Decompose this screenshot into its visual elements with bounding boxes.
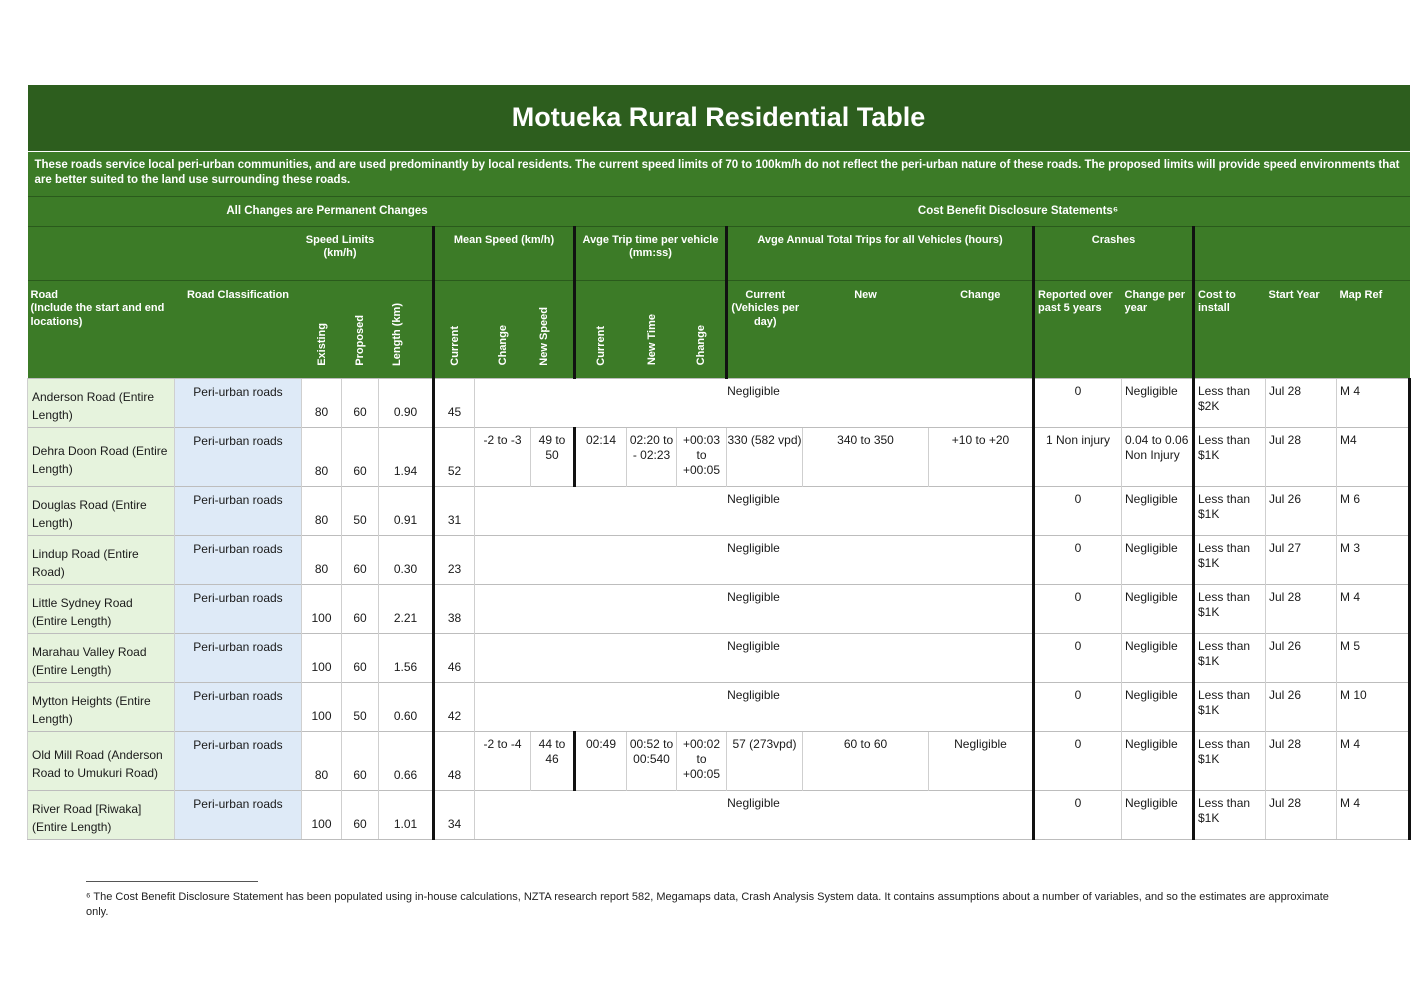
cell-map-ref: M 5 bbox=[1337, 634, 1410, 683]
cell-at-current: 57 (273vpd) bbox=[727, 732, 803, 791]
cell-map-ref: M 4 bbox=[1337, 732, 1410, 791]
group-header-mean-speed: Mean Speed (km/h) bbox=[434, 226, 575, 280]
group-header-crashes: Crashes bbox=[1034, 226, 1194, 280]
cell-negligible: Negligible bbox=[475, 683, 1034, 732]
group-header-trip-time: Avge Trip time per vehicle (mm:ss) bbox=[575, 226, 727, 280]
table-row bbox=[28, 536, 1410, 585]
cell-start-year: Jul 28 bbox=[1266, 732, 1337, 791]
table-row bbox=[28, 683, 1410, 732]
cell-cr-reported: 1 Non injury bbox=[1034, 428, 1122, 487]
cell-at-new: 340 to 350 bbox=[803, 428, 929, 487]
col-tt-change-label: Change bbox=[694, 325, 707, 366]
cell-length: 2.21 bbox=[379, 585, 434, 634]
cell-road: Marahau Valley Road (Entire Length) bbox=[28, 634, 175, 683]
cell-tt-change: +00:02 to +00:05 bbox=[677, 732, 727, 791]
cell-at-current: 330 (582 vpd) bbox=[727, 428, 803, 487]
table-row bbox=[28, 487, 1410, 536]
col-at-new: New bbox=[803, 280, 929, 379]
cell-cr-reported: 0 bbox=[1034, 585, 1122, 634]
col-cr-reported: Reported over past 5 years bbox=[1034, 280, 1122, 379]
cell-tt-new: 02:20 to - 02:23 bbox=[627, 428, 677, 487]
col-ms-current bbox=[434, 280, 475, 379]
cell-existing: 100 bbox=[302, 634, 342, 683]
cell-existing: 80 bbox=[302, 379, 342, 428]
table-row bbox=[28, 379, 1410, 428]
cell-map-ref: M 4 bbox=[1337, 585, 1410, 634]
cell-cr-change: Negligible bbox=[1122, 683, 1194, 732]
cell-existing: 100 bbox=[302, 791, 342, 840]
col-tt-new-label: New Time bbox=[645, 314, 658, 366]
cell-road: Douglas Road (Entire Length) bbox=[28, 487, 175, 536]
band-cost-benefit: Cost Benefit Disclosure Statements⁶ bbox=[627, 196, 1410, 226]
col-cost: Cost to install bbox=[1194, 280, 1266, 379]
cell-map-ref: M 4 bbox=[1337, 379, 1410, 428]
cell-cr-change: Negligible bbox=[1122, 634, 1194, 683]
cell-road: Little Sydney Road (Entire Length) bbox=[28, 585, 175, 634]
cell-cr-reported: 0 bbox=[1034, 379, 1122, 428]
group-header-speed-limits: Speed Limits (km/h) bbox=[302, 226, 379, 280]
col-ms-change-label: Change bbox=[496, 325, 509, 366]
cell-cost: Less than $1K bbox=[1194, 536, 1266, 585]
cell-start-year: Jul 28 bbox=[1266, 585, 1337, 634]
cell-start-year: Jul 26 bbox=[1266, 634, 1337, 683]
table-row bbox=[28, 791, 1410, 840]
group-header-empty bbox=[1194, 226, 1410, 280]
cell-cost: Less than $1K bbox=[1194, 683, 1266, 732]
cell-classification: Peri-urban roads bbox=[175, 683, 302, 732]
col-ms-current-label: Current bbox=[448, 325, 461, 366]
band-permanent-changes: All Changes are Permanent Changes bbox=[28, 196, 627, 226]
cell-length: 1.56 bbox=[379, 634, 434, 683]
cell-proposed: 50 bbox=[342, 683, 379, 732]
cell-proposed: 60 bbox=[342, 536, 379, 585]
col-tt-current bbox=[575, 280, 627, 379]
col-at-current: Current (Vehicles per day) bbox=[727, 280, 803, 379]
cell-tt-current: 02:14 bbox=[575, 428, 627, 487]
cell-map-ref: M 6 bbox=[1337, 487, 1410, 536]
cell-map-ref: M 4 bbox=[1337, 791, 1410, 840]
col-ms-change bbox=[475, 280, 531, 379]
cell-classification: Peri-urban roads bbox=[175, 585, 302, 634]
cell-road: Old Mill Road (Anderson Road to Umukuri Road) bbox=[28, 732, 175, 791]
cell-start-year: Jul 28 bbox=[1266, 379, 1337, 428]
cell-cr-change: Negligible bbox=[1122, 732, 1194, 791]
col-proposed-label: Proposed bbox=[354, 314, 366, 366]
cell-ms-current: 38 bbox=[434, 585, 475, 634]
cell-ms-change: -2 to -3 bbox=[475, 428, 531, 487]
col-ms-new-label: New Speed bbox=[537, 306, 550, 366]
table-row bbox=[28, 634, 1410, 683]
cell-start-year: Jul 26 bbox=[1266, 683, 1337, 732]
table-title: Motueka Rural Residential Table bbox=[28, 85, 1410, 151]
cell-cost: Less than $1K bbox=[1194, 791, 1266, 840]
col-map-ref: Map Ref bbox=[1337, 280, 1410, 379]
cell-classification: Peri-urban roads bbox=[175, 536, 302, 585]
cell-map-ref: M4 bbox=[1337, 428, 1410, 487]
col-ms-new bbox=[531, 280, 575, 379]
cell-start-year: Jul 27 bbox=[1266, 536, 1337, 585]
cell-existing: 100 bbox=[302, 585, 342, 634]
cell-tt-new: 00:52 to 00:540 bbox=[627, 732, 677, 791]
cell-ms-current: 46 bbox=[434, 634, 475, 683]
group-header-empty bbox=[175, 226, 302, 280]
cell-cost: Less than $1K bbox=[1194, 428, 1266, 487]
col-tt-new bbox=[627, 280, 677, 379]
col-tt-change bbox=[677, 280, 727, 379]
cell-proposed: 50 bbox=[342, 487, 379, 536]
cell-classification: Peri-urban roads bbox=[175, 791, 302, 840]
cell-cr-change: Negligible bbox=[1122, 536, 1194, 585]
cell-road: Lindup Road (Entire Road) bbox=[28, 536, 175, 585]
cell-at-change: +10 to +20 bbox=[929, 428, 1034, 487]
cell-cost: Less than $1K bbox=[1194, 487, 1266, 536]
cell-negligible: Negligible bbox=[475, 487, 1034, 536]
cell-at-new: 60 to 60 bbox=[803, 732, 929, 791]
cell-cr-change: 0.04 to 0.06 Non Injury bbox=[1122, 428, 1194, 487]
cell-road: Mytton Heights (Entire Length) bbox=[28, 683, 175, 732]
cell-cost: Less than $1K bbox=[1194, 634, 1266, 683]
cell-cr-reported: 0 bbox=[1034, 634, 1122, 683]
cell-map-ref: M 3 bbox=[1337, 536, 1410, 585]
intro-text: These roads service local peri-urban communities, and are used predominantly by local residents. The current speed limits of 70 to 100km/h do not reflect the peri-urban nature of these roads. The proposed limits will provide speed environments that are better suited to the land use surrounding these roads. bbox=[28, 151, 1410, 196]
cell-cr-change: Negligible bbox=[1122, 379, 1194, 428]
cell-cr-reported: 0 bbox=[1034, 487, 1122, 536]
cell-proposed: 60 bbox=[342, 791, 379, 840]
cell-road: Anderson Road (Entire Length) bbox=[28, 379, 175, 428]
cell-ms-current: 52 bbox=[434, 428, 475, 487]
cell-length: 0.60 bbox=[379, 683, 434, 732]
cell-cr-reported: 0 bbox=[1034, 683, 1122, 732]
cell-road: River Road [Riwaka] (Entire Length) bbox=[28, 791, 175, 840]
cell-classification: Peri-urban roads bbox=[175, 732, 302, 791]
cell-cr-change: Negligible bbox=[1122, 585, 1194, 634]
cell-negligible: Negligible bbox=[475, 634, 1034, 683]
col-road: Road (Include the start and end locations) bbox=[28, 280, 175, 379]
col-existing bbox=[302, 280, 342, 379]
cell-classification: Peri-urban roads bbox=[175, 634, 302, 683]
table-row bbox=[28, 428, 1410, 487]
cell-existing: 80 bbox=[302, 732, 342, 791]
cell-length: 0.90 bbox=[379, 379, 434, 428]
cell-proposed: 60 bbox=[342, 428, 379, 487]
cell-start-year: Jul 26 bbox=[1266, 487, 1337, 536]
col-start-year: Start Year bbox=[1266, 280, 1337, 379]
col-length-label: Length (km) bbox=[391, 302, 404, 366]
cell-cr-change: Negligible bbox=[1122, 487, 1194, 536]
cell-classification: Peri-urban roads bbox=[175, 428, 302, 487]
rural-residential-table bbox=[27, 85, 1411, 840]
table-row bbox=[28, 732, 1410, 791]
cell-existing: 80 bbox=[302, 487, 342, 536]
cell-length: 1.94 bbox=[379, 428, 434, 487]
cell-ms-current: 48 bbox=[434, 732, 475, 791]
cell-length: 0.91 bbox=[379, 487, 434, 536]
cell-existing: 80 bbox=[302, 536, 342, 585]
cell-ms-current: 42 bbox=[434, 683, 475, 732]
col-tt-current-label: Current bbox=[595, 325, 608, 366]
group-header-empty bbox=[28, 226, 175, 280]
cell-ms-current: 23 bbox=[434, 536, 475, 585]
cell-existing: 100 bbox=[302, 683, 342, 732]
cell-proposed: 60 bbox=[342, 585, 379, 634]
cell-start-year: Jul 28 bbox=[1266, 428, 1337, 487]
col-cr-change: Change per year bbox=[1122, 280, 1194, 379]
cell-start-year: Jul 28 bbox=[1266, 791, 1337, 840]
cell-length: 1.01 bbox=[379, 791, 434, 840]
cell-cr-reported: 0 bbox=[1034, 536, 1122, 585]
cell-classification: Peri-urban roads bbox=[175, 487, 302, 536]
cell-ms-change: -2 to -4 bbox=[475, 732, 531, 791]
footnote-divider bbox=[86, 881, 258, 882]
group-header-empty bbox=[379, 226, 434, 280]
cell-proposed: 60 bbox=[342, 732, 379, 791]
cell-length: 0.30 bbox=[379, 536, 434, 585]
cell-proposed: 60 bbox=[342, 634, 379, 683]
col-existing-label: Existing bbox=[315, 322, 328, 366]
cell-ms-current: 34 bbox=[434, 791, 475, 840]
cell-cr-change: Negligible bbox=[1122, 791, 1194, 840]
cell-classification: Peri-urban roads bbox=[175, 379, 302, 428]
cell-tt-current: 00:49 bbox=[575, 732, 627, 791]
cell-ms-new: 44 to 46 bbox=[531, 732, 575, 791]
col-proposed bbox=[342, 280, 379, 379]
group-header-annual-trips: Avge Annual Total Trips for all Vehicles (hours) bbox=[727, 226, 1034, 280]
cell-map-ref: M 10 bbox=[1337, 683, 1410, 732]
cell-existing: 80 bbox=[302, 428, 342, 487]
cell-cost: Less than $1K bbox=[1194, 585, 1266, 634]
col-at-change: Change bbox=[929, 280, 1034, 379]
cell-at-change: Negligible bbox=[929, 732, 1034, 791]
footnote: ⁶ The Cost Benefit Disclosure Statement has been populated using in-house calculations, NZTA research report 582, Megamaps data, Crash Analysis System data. It contains assumptions about a number of variables, and so the estimates are approximate only. bbox=[86, 891, 1329, 918]
cell-ms-current: 45 bbox=[434, 379, 475, 428]
cell-cost: Less than $1K bbox=[1194, 732, 1266, 791]
cell-cost: Less than $2K bbox=[1194, 379, 1266, 428]
col-classification: Road Classification bbox=[175, 280, 302, 379]
cell-negligible: Negligible bbox=[475, 379, 1034, 428]
table-row bbox=[28, 585, 1410, 634]
cell-tt-change: +00:03 to +00:05 bbox=[677, 428, 727, 487]
cell-length: 0.66 bbox=[379, 732, 434, 791]
cell-proposed: 60 bbox=[342, 379, 379, 428]
cell-ms-new: 49 to 50 bbox=[531, 428, 575, 487]
cell-cr-reported: 0 bbox=[1034, 732, 1122, 791]
cell-ms-current: 31 bbox=[434, 487, 475, 536]
cell-negligible: Negligible bbox=[475, 536, 1034, 585]
cell-road: Dehra Doon Road (Entire Length) bbox=[28, 428, 175, 487]
col-length bbox=[379, 280, 434, 379]
cell-cr-reported: 0 bbox=[1034, 791, 1122, 840]
cell-negligible: Negligible bbox=[475, 791, 1034, 840]
cell-negligible: Negligible bbox=[475, 585, 1034, 634]
